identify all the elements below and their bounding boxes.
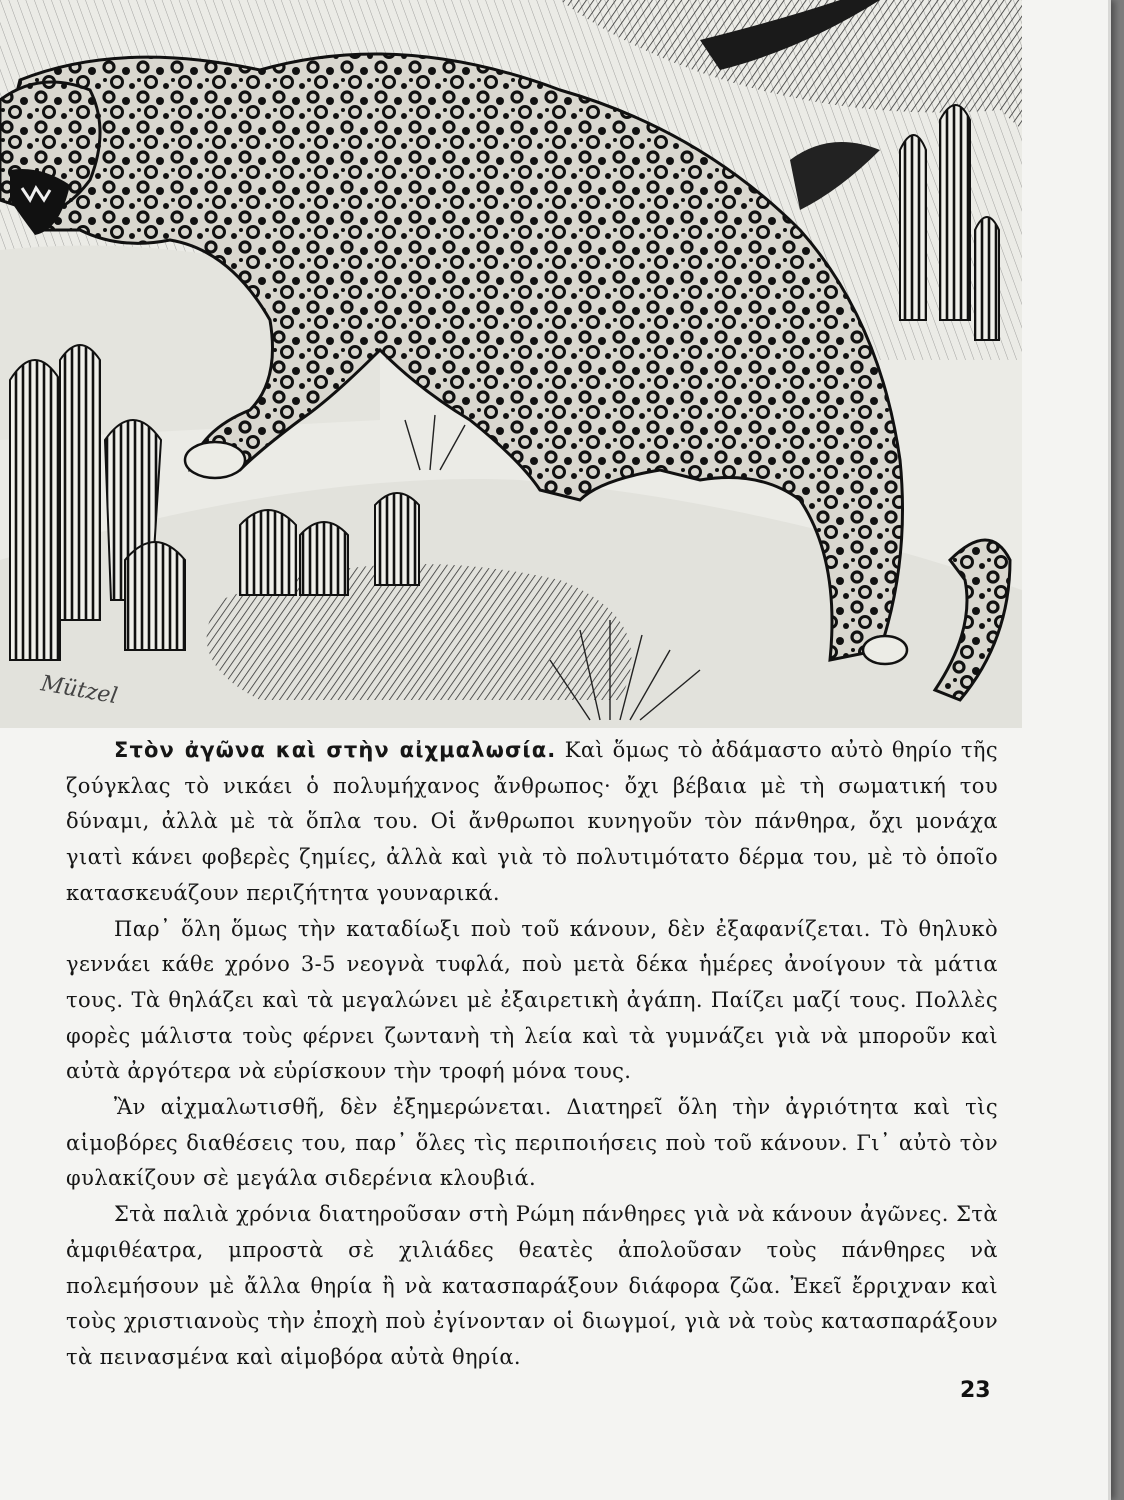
- section-heading: Στὸν ἀγῶνα καὶ στὴν αἰχμαλωσία.: [114, 738, 557, 762]
- leopard-engraving: [0, 0, 1022, 728]
- page-number: 23: [960, 1378, 991, 1403]
- paragraph-1: [66, 733, 998, 912]
- paragraph-2: Παρ᾽ ὅλη ὅμως τὴν καταδίωξι ποὺ τοῦ κάνουν, δὲν ἐξαφανίζεται. Τὸ θηλυκὸ γεννάει κάθε χρόνο 3-5 νεογνὰ τυφλά, ποὺ μετὰ δέκα ἡμέρες ἀνοίγουν τὰ μάτια τους. Τὰ θηλάζει καὶ τὰ μεγαλώνει μὲ ἐξαιρετικὴ ἀγάπη. Παίζει μαζί τους. Πολλὲς φορὲς μάλιστα τοὺς φέρνει ζωντανὴ τὴ λεία καὶ τὰ γυμνάζει γιὰ νὰ μποροῦν καὶ αὐτὰ ἀργότερα νὰ εὑρίσκουν τὴν τροφή μόνα τους.: [66, 916, 998, 1084]
- svg-text:Mützel: Mützel: [38, 671, 120, 710]
- body-text: [66, 733, 998, 1376]
- paragraph-4: Στὰ παλιὰ χρόνια διατηροῦσαν στὴ Ρώμη πάνθηρες γιὰ νὰ κάνουν ἀγῶνες. Στὰ ἀμφιθέατρα, μπροστὰ σὲ χιλιάδες θεατὲς ἀπολοῦσαν τοὺς πάνθηρες νὰ πολεμήσουν μὲ ἄλλα θηρία ἢ νὰ κατασπαράξουν διάφορα ζῶα. Ἐκεῖ ἔρριχναν καὶ τοὺς χριστιανοὺς τὴν ἐποχὴ ποὺ ἐγίνονταν οἱ διωγμοί, γιὰ νὰ τοὺς κατασπαράξουν τὰ πεινασμένα καὶ αἱμοβόρα αὐτὰ θηρία.: [66, 1202, 998, 1369]
- leopard-illustration: [0, 0, 1022, 728]
- paragraph-3: Ἂν αἰχμαλωτισθῆ, δὲν ἐξημερώνεται. Διατηρεῖ ὅλη τὴν ἀγριότητα καὶ τὶς αἱμοβόρες διαθέσεις του, παρ᾽ ὅλες τὶς περιποιήσεις ποὺ τοῦ κάνουν. Γι᾽ αὐτὸ τὸν φυλακίζουν σὲ μεγάλα σιδερένια κλουβιά.: [66, 1095, 998, 1191]
- paragraph-1-text: Καὶ ὅμως τὸ ἀδάμαστο αὐτὸ θηρίο τῆς ζούγκλας τὸ νικάει ὁ πολυμήχανος ἄνθρωπος· ὄχι βέβαια μὲ τὴ σωματική του δύναμι, ἀλλὰ μὲ τὰ ὅπλα του. Οἱ ἄνθρωποι κυνηγοῦν τὸν πάνθηρα, ὄχι μονάχα γιατὶ κάνει φοβερὲς ζημίες, ἀλλὰ καὶ γιὰ τὸ πολυτιμότατο δέρμα του, μὲ τὸ ὁποῖο κατασκευάζουν περιζήτητα γουναρικά.: [66, 738, 998, 905]
